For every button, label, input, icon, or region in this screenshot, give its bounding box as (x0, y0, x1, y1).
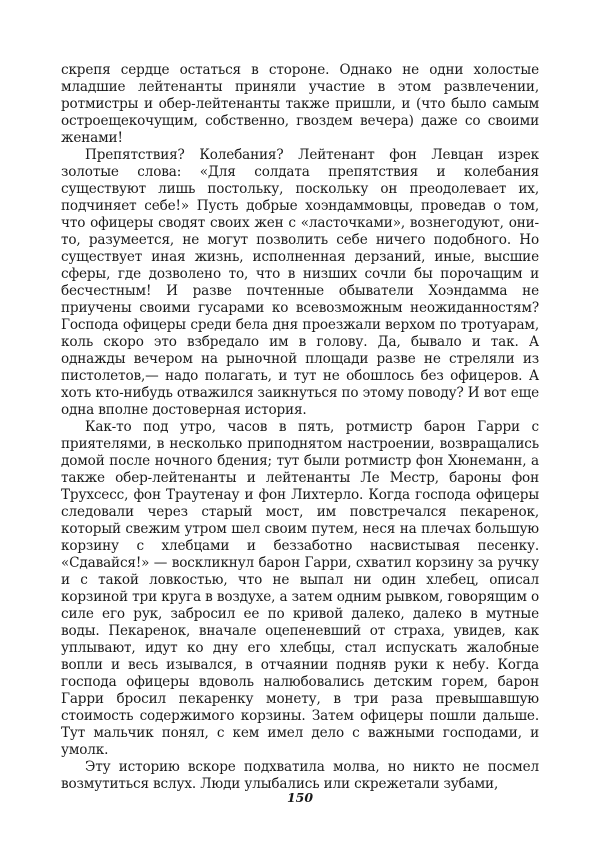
paragraph: Препятствия? Колебания? Лейтенант фон Левцан изрек золотые слова: «Для солдата препятствия и колебания существуют лишь постольку, поскольку он преодолевает их, подчиняет себе!» Пусть добрые хоэндаммовцы, проведав о том, что офицеры сводят своих жен с «ласточками», вознегодуют, они-то, разумеется, не могут позволить себе ничего подобного. Но существует иная жизнь, исполненная дерзаний, иные, высшие сферы, где дозволено то, что в низших сочли бы порочащим и бесчестным! И разве почтенные обыватели Хоэндамма не приучены своими гусарами ко всевозможным неожиданностям? Господа офицеры среди бела дня проезжали верхом по тротуарам, коль скоро это взбредало им в голову. Да, бывало и так. А однажды вечером на рыночной площади разве не стреляли из пистолетов,— надо полагать, и тут не обошлось без офицеров. А хоть кто-нибудь отважился заикнуться по этому поводу? И вот еще одна вполне достоверная история. (61, 147, 539, 418)
body-text (61, 62, 539, 793)
paragraph-continuation: скрепя сердце остаться в стороне. Однако не одни холостые младшие лейтенанты приняли участие в этом развлечении, ротмистры и обер-лейтенанты также пришли, и (что было самым остроещекочущим, собственно, гвоздем вечера) даже со своими женами! (61, 62, 539, 146)
page-number: 150 (286, 790, 314, 805)
paragraph: Эту историю вскоре подхватила молва, но никто не посмел возмутиться вслух. Люди улыбались или скрежетали зубами, (61, 759, 539, 792)
paragraph: Как-то под утро, часов в пять, ротмистр барон Гарри с приятелями, в несколько приподнятом настроении, возвращались домой после ночного бдения; тут были ротмистр фон Хюнеманн, а также обер-лейтенанты и лейтенанты Ле Местр, бароны фон Трухсесс, фон Траутенау и фон Лихтерло. Когда господа офицеры следовали через старый мост, им повстречался пекаренок, который свежим утром шел своим путем, неся на плечах большую корзину с хлебцами и беззаботно насвистывая песенку. «Сдавайся!» — воскликнул барон Гарри, схватил корзину за ручку и с такой ловкостью, что не выпал ни один хлебец, описал корзиной три круга в воздухе, а затем одним рывком, говорящим о силе его рук, забросил ее по кривой далеко, далеко в мутные воды. Пекаренок, вначале оцепеневший от страха, увидев, как уплывают, идут ко дну его хлебцы, стал испускать жалобные вопли и весь изывался, в отчаянии подняв руки к небу. Когда господа офицеры вдоволь налюбовались детским горем, барон Гарри бросил пекаренку монету, в три раза превышавшую стоимость содержимого корзины. Затем офицеры пошли дальше. Тут мальчик понял, с кем имел дело с важными господами, и умолк. (61, 419, 539, 758)
